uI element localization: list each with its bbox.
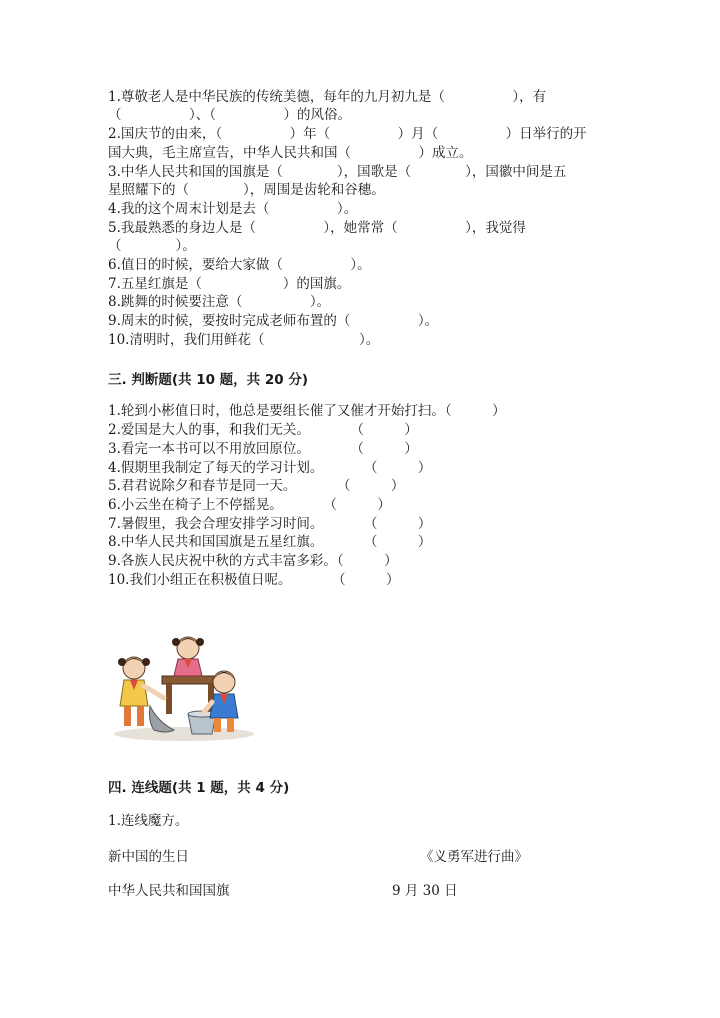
match-left-item: 新中国的生日	[108, 849, 189, 865]
fill-line: 星照耀下的（ ），周围是齿轮和谷穗。	[108, 182, 385, 198]
match-left-item: 中华人民共和国国旗	[108, 883, 230, 899]
fill-line: 9.周末的时候，要按时完成老师布置的（ ）。	[108, 313, 439, 329]
fill-line: 6.值日的时候，要给大家做（ ）。	[108, 257, 371, 273]
judgement-item: 8.中华人民共和国国旗是五星红旗。 （ ）	[108, 534, 432, 550]
children-cleaning-illustration	[104, 626, 254, 744]
matching-question: 1.连线魔方。	[108, 813, 189, 829]
judgement-item: 1.轮到小彬值日时，他总是要组长催了又催才开始打扫。（ ）	[108, 403, 506, 419]
fill-line: 4.我的这个周末计划是去（ ）。	[108, 201, 358, 217]
fill-line: 3.中华人民共和国的国旗是（ ），国歌是（ ），国徽中间是五	[108, 164, 567, 180]
section-3-heading: 三. 判断题(共 10 题，共 20 分)	[108, 372, 309, 388]
judgement-item: 6.小云坐在椅子上不停摇晃。 （ ）	[108, 497, 391, 513]
fill-line: 1.尊敬老人是中华民族的传统美德，每年的九月初九是（ ），有	[108, 89, 547, 105]
judgement-item: 4.假期里我制定了每天的学习计划。 （ ）	[108, 460, 432, 476]
judgement-item: 5.君君说除夕和春节是同一天。 （ ）	[108, 478, 405, 494]
judgement-item: 7.暑假里，我会合理安排学习时间。 （ ）	[108, 516, 432, 532]
fill-line: （ ）、（ ）的风俗。	[108, 107, 351, 123]
fill-line: 5.我最熟悉的身边人是（ ），她常常（ ），我觉得	[108, 220, 526, 236]
fill-line: （ ）。	[108, 238, 196, 254]
fill-line: 8.跳舞的时候要注意（ ）。	[108, 294, 331, 310]
match-right-item: 9 月 30 日	[392, 883, 458, 899]
judgement-item: 3.看完一本书可以不用放回原位。 （ ）	[108, 441, 418, 457]
judgement-item: 2.爱国是大人的事，和我们无关。 （ ）	[108, 422, 418, 438]
fill-line: 7.五星红旗是（ ）的国旗。	[108, 276, 351, 292]
judgement-item: 9.各族人民庆祝中秋的方式丰富多彩。（ ）	[108, 553, 398, 569]
match-right-item: 《义勇军进行曲》	[420, 849, 528, 865]
section-4-heading: 四. 连线题(共 1 题，共 4 分)	[108, 780, 290, 796]
fill-line: 10.清明时，我们用鲜花（ ）。	[108, 332, 380, 348]
fill-line: 国大典，毛主席宣告，中华人民共和国（ ）成立。	[108, 145, 473, 161]
fill-line: 2.国庆节的由来，（ ）年（ ）月（ ）日举行的开	[108, 126, 587, 142]
judgement-item: 10.我们小组正在积极值日呢。 （ ）	[108, 572, 400, 588]
